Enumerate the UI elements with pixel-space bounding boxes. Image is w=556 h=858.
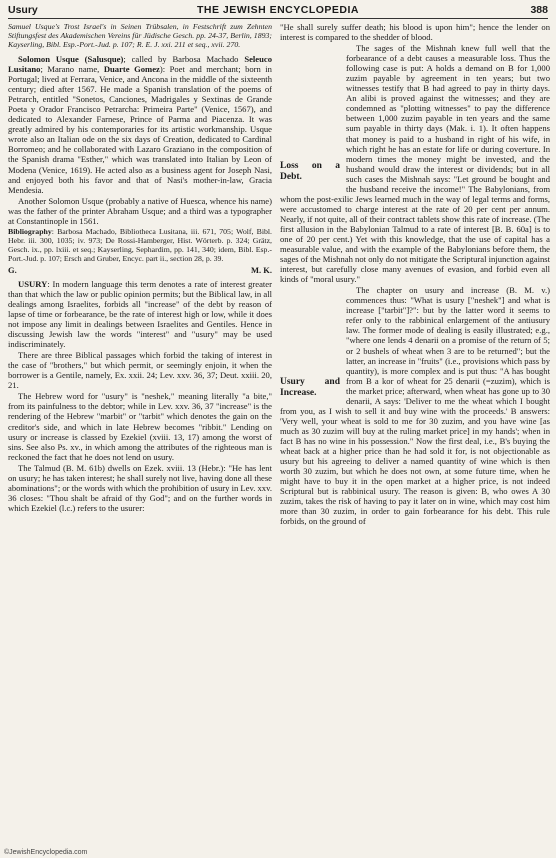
bibliography-label: Bibliography	[8, 226, 52, 236]
right-paragraph-1: "He shall surely suffer death; his blood is upon him"; hence the lender on interest is compared to the shedder of blood.	[280, 22, 550, 43]
usury-title: USURY	[18, 278, 48, 289]
header-page-number: 388	[530, 4, 548, 16]
header-title: THE JEWISH ENCYCLOPEDIA	[196, 4, 360, 16]
usury-paragraph-4: The Talmud (B. M. 61b) dwells on Ezek. xviii. 13 (Hebr.): "He has lent on usury; he has taken interest; he shall surely not live, having done all these abominations"; or the words with which the prohibition of usury in Lev. xxv. 36 closes: "Thou shalt be afraid of thy God"; and on the further words in which Ezekiel (l.c.) refers to the usurer:	[8, 462, 272, 513]
bibliography: Bibliography: Barbosa Machado, Bibliotheca Lusitana, iii. 671, 705; Wolf, Bibl. Hebr. iii. 300, 1035; iv. 973; De Rossi-Hamberger, Hist. Wörterb. p. 324; Grätz, Gesch. ix., pp. lxiii. et seq.; Kayserling, Sephardim, pp. 141, 340; idem, Bibl. Esp.-Port.-Jud. p. 107; Ersch and Gruber, Encyc. part ii., section 28, p. 39.	[8, 226, 272, 263]
side-heading-usury-increase: Usury and Increase.	[280, 377, 340, 399]
side-heading-loss-on-debt: Loss on a Debt.	[280, 161, 340, 183]
header-rule	[8, 18, 548, 19]
right-paragraph-2: The sages of the Mishnah knew full well that the forbearance of a debt causes a measurable loss. Thus the following case is put: A holds a demand on B for 1,000 zuzim payable by agreement in ten years; but two witnesses testify that B had agreed to pay in thirty days. An alibi is proved against the witnesses; and they are condemned as "plotting witnesses" to pay the difference between 1,000 zuzim payable in ten years and the same sum payable in thirty days (Mak. i. 1). It often happens that money is paid to a husband in right of his wife, in which right he has an estate for life or during coverture. In modern times the money might be invested, and the husband would draw the interest or dividends; but in all such cases the Mishnah says: "Let ground be bought and the husband receive the income!" The Babylonians, from whom the post-exilic Jews learned much in the way of legal terms and forms, were accustomed to charge interest at the rate of 20 per cent per annum. Nearly, if not quite, all of their contract tablets show this rate of increase. (The first allusion in the Babylonian Talmud to a rate of interest [B. B. 60a] is to one of 20 per cent.) Yet with this knowledge, that the use of capital has a measurable value, and with the example of the Babylonians before them, the sages of the Mishnah not only do not mitigate the Scriptural injunction against interest, but carefully close many avenues of evasion, and forbid even all kinds of "moral usury."	[280, 43, 550, 285]
usury-paragraph-2: There are three Biblical passages which forbid the taking of interest in the case of "brothers," but which permit, or seemingly enjoin, it when the borrower is a Gentile, namely, Ex. xxii. 24; Lev. xxv. 36, 37; Deut. xxiii. 20, 21.	[8, 350, 272, 391]
another-solomon-paragraph: Another Solomon Usque (probably a native of Huesca, whence his name) was the father of the printer Abraham Usque; and a third was a typographer at Constantinople in 1561.	[8, 195, 272, 226]
header-article-name: Usury	[8, 4, 38, 16]
solomon-title: Solomon Usque (Salusque)	[18, 54, 124, 64]
author-signature: G. M. K.	[8, 264, 272, 275]
usury-paragraph-3: The Hebrew word for "usury" is "neshek," meaning literally "a bite," from its painfulness to the debtor; while in Lev. xxv. 36, 37 "increase" is the rendering of the Hebrew "marbit" or "tarbit" which denotes the gain on the creditor's side, and which in late Hebrew becomes "ribbit." Lending on usury or increase is classed by Ezekiel (xviii. 13, 17) among the worst of sins. See also Ps. xv., in which among the attributes of the righteous man is reckoned the fact that he does not lend on usury.	[8, 391, 272, 462]
left-column	[8, 22, 272, 844]
right-column	[280, 22, 550, 844]
usury-entry-intro: USURY: In modern language this term denotes a rate of interest greater than that which the law or public opinion permits; but the Biblical law, in all dealings among Israelites, forbids all "increase" of the debt by reason of lapse of time or forbearance, be the rate of interest high or low, while it does not impose any limit in dealings between Israelites and Gentiles. Hence in discussing Jewish law the words "interest" and "usury" may be used indiscriminately.	[8, 278, 272, 350]
footer-watermark: ©JewishEncyclopedia.com	[4, 849, 88, 856]
intro-bibliography: Samuel Usque's Trost Israel's in Seinen Trübsalen, in Festschrift zum Zehnten Stiftungsfest des Akademischen Vereins für Jüdische Gesch. pp. 24-37, Berlin, 1893; Kayserling, Bibl. Esp.-Port.-Jud. p. 107; R. E. J. xxi. 211 et seq., xvii. 270.	[8, 22, 272, 49]
page-header	[8, 4, 548, 18]
solomon-usque-entry: Solomon Usque (Salusque); called by Barbosa Machado Seleuco Lusitano; Marano name, Duarte Gomez): Poet and merchant; born in Portugal; lived at Ferrara, Venice, and Ancona in the middle of the sixteenth century; died after 1567. He made a Spanish translation of the poems of Petrarch, entitled "Sonetos, Canciones, Madrigales y Sextinas de Grande Poeta y Orador Francisco Petrarcha: Primeira Parte" (Venice, 1567), and dedicated to Alexander Farnese, Prince of Parma and Piacenza. It was greatly admired by his contemporaries for its artistic workmanship. Usque wrote also an Italian ode on the six days of Creation, dedicated to Cardinal Borromeo; and he collaborated with Lazaro Graziano in the composition of the Spanish drama "Esther," which was translated into Italian by Leon of Modena (Venice, 1619). He acted also as a business agent for Joseph Nasi, and enjoyed both his favor and that of Nasi's mother-in-law, Gracia Mendesia.	[8, 54, 272, 195]
right-paragraph-3: The chapter on usury and increase (B. M. v.) commences thus: "What is usury ["neshek"] and what is increase ["tarbit"]?": but by the latter word it seems to refer only to the rabbinical enlargement of the antiusury law. The former mode of dealing is easily illustrated; e.g., "where one lends 4 denarii on a promise of the return of 5; or 2 bushels of wheat when 3 are to be returned"; but the latter, an increase in "fruits" (i.e., provisions which pass by quantity), is more complex and is put thus: "A has bought from B a kor of wheat for 25 denarii (=zuzim), which is the market price; afterward, when wheat has gone up to 30 denarii, A says: 'Deliver to me the wheat which I bought from you, as I wish to sell it and buy wine with the proceeds.' B answers: 'Very well, your wheat is sold to me for 30 zuzim, and you have wine [as much as 30 zuzim will buy at the ruling market price] in my hands'; when in fact B has no wine in his possession." Now the first deal, i.e., B's buying the wheat back at a higher price than he had sold it for, is not objectionable as usury but his agreeing to deliver a named quantity of wine which is then worth 30 zuzim, but which he does not own, at some future time, when he might have to buy it in the open market at a higher price, is not indeed Scriptural but is rabbinical usury. The reason is given: B, who owes A 30 zuzim, takes the risk of having to pay it later on in wine, which may cost him more than 30 zuzim, in order to gain forbearance for his debt. This rule forbids, on the ground of	[280, 285, 550, 527]
